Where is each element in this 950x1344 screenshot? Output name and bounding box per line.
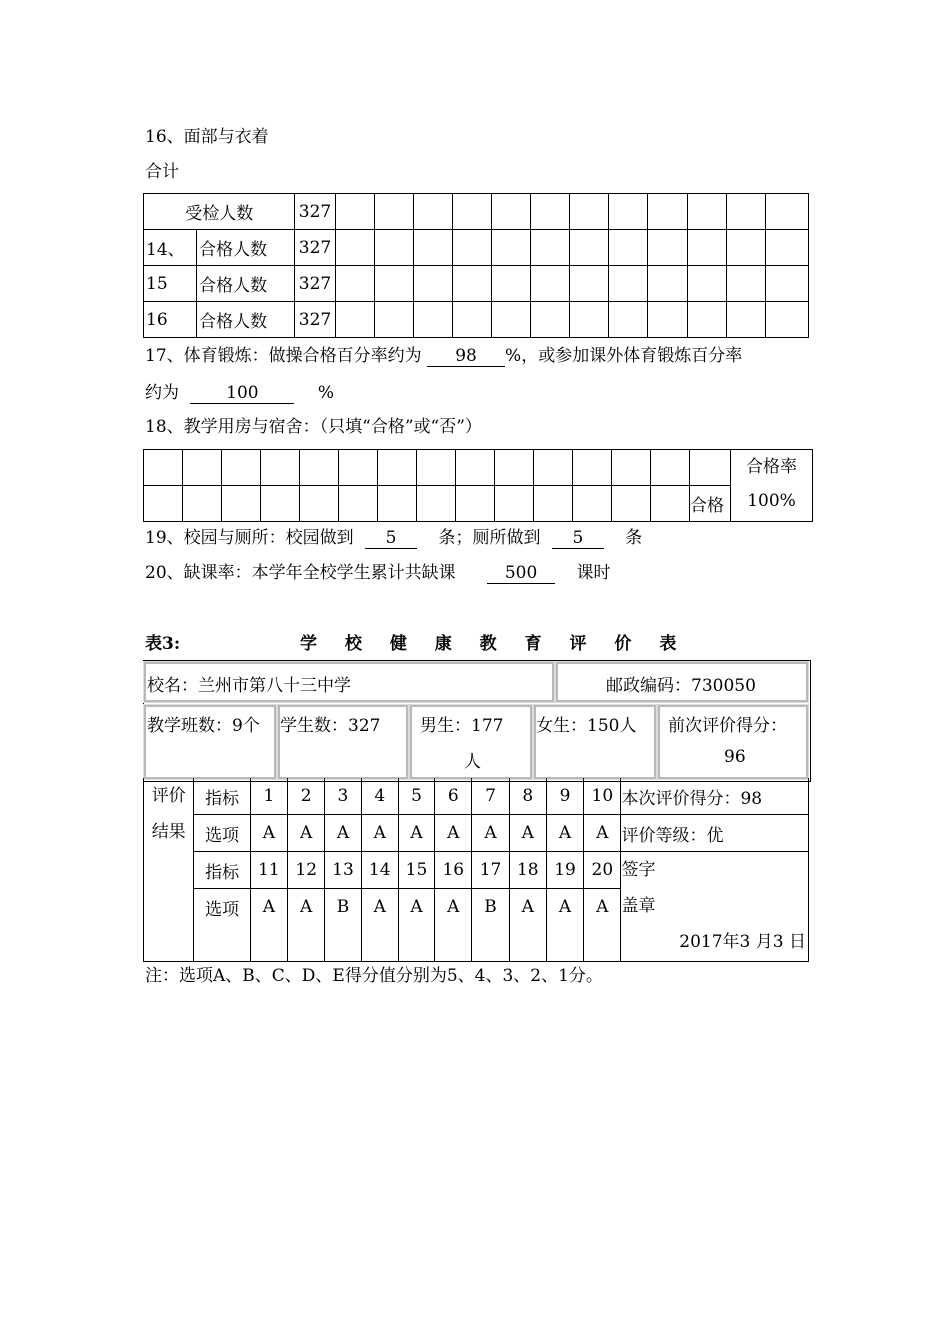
seal-label: 盖章 <box>621 896 656 916</box>
school-name-cell <box>144 662 554 702</box>
sign-date: 2017年3 月3 日 <box>679 932 806 952</box>
qualified-count-value: 327 <box>295 230 335 266</box>
toilet-count-value: 5 <box>552 528 604 549</box>
section-16-heading: 16、面部与衣着 <box>145 127 269 147</box>
indicator-number: 15 <box>398 852 434 889</box>
girls-count: 女生：150人 <box>536 716 637 736</box>
table-row <box>144 815 809 852</box>
indicator-number: 18 <box>509 852 546 889</box>
option-value: A <box>584 889 621 926</box>
line-19-campus: 19、校园与厕所：校园做到 5 条；厕所做到 5 条 <box>145 528 643 548</box>
evaluation-result-table <box>143 778 809 962</box>
indicator-number: 12 <box>288 852 325 889</box>
indicator-number: 16 <box>435 852 472 889</box>
indicator-number: 20 <box>584 852 621 889</box>
option-value: A <box>472 815 509 852</box>
evaluation-grade: 评价等级：优 <box>621 815 809 852</box>
indicator-number: 19 <box>546 852 583 889</box>
option-value: A <box>325 815 361 852</box>
row-number: 15 <box>144 266 197 302</box>
option-value: A <box>361 889 398 926</box>
indicator-label: 指标 <box>194 852 250 889</box>
prev-score-value: 96 <box>724 747 746 767</box>
indicator-number: 4 <box>361 778 398 815</box>
option-value: A <box>288 889 325 926</box>
row-number: 16 <box>144 302 197 338</box>
option-value: A <box>546 815 583 852</box>
indicator-number: 5 <box>398 778 434 815</box>
line-18-rooms: 18、教学用房与宿舍：（只填“合格”或“否”） <box>145 417 482 437</box>
indicator-number: 1 <box>250 778 287 815</box>
prev-score-label: 前次评价得分： <box>668 716 787 736</box>
qualified-count-label: 合格人数 <box>197 230 295 266</box>
class-count: 教学班数：9个 <box>147 716 260 736</box>
table-3-title: 学 校 健 康 教 育 评 价 表 <box>300 634 677 654</box>
option-value: B <box>472 889 509 926</box>
table-row <box>144 852 809 889</box>
option-label: 选项 <box>194 815 250 852</box>
indicator-number: 11 <box>250 852 287 889</box>
indicator-number: 8 <box>509 778 546 815</box>
option-value: A <box>361 815 398 852</box>
total-label: 合计 <box>145 162 179 182</box>
table-row <box>144 266 809 302</box>
pass-label: 合格 <box>690 486 731 522</box>
line-17-exercise: 17、体育锻炼：做操合格百分率约为 98 %，或参加课外体育锻炼百分率 <box>145 346 743 366</box>
signature-cell <box>621 852 809 962</box>
sign-label: 签字 <box>621 860 656 880</box>
table-row <box>144 778 809 815</box>
rooms-table <box>143 449 813 522</box>
school-name: 校名：兰州市第八十三中学 <box>147 676 351 696</box>
indicator-number: 3 <box>325 778 361 815</box>
table-row <box>144 486 813 522</box>
extracurricular-rate-value: 100 <box>190 383 294 404</box>
indicator-number: 17 <box>472 852 509 889</box>
indicator-number: 10 <box>584 778 621 815</box>
absence-hours-value: 500 <box>487 563 555 584</box>
qualified-count-label: 合格人数 <box>197 266 295 302</box>
table-row <box>144 194 809 230</box>
examined-count-label: 受检人数 <box>144 194 295 230</box>
exercise-rate-value: 98 <box>427 346 505 367</box>
indicator-number: 14 <box>361 852 398 889</box>
pass-rate-cell <box>731 450 813 522</box>
option-value: A <box>546 889 583 926</box>
table-3-title-row <box>145 629 677 654</box>
indicator-label: 指标 <box>194 778 250 815</box>
current-score: 本次评价得分：98 <box>621 778 809 815</box>
student-count: 学生数：327 <box>280 716 381 736</box>
option-value: A <box>250 815 287 852</box>
option-label: 选项 <box>194 889 250 926</box>
eval-result-label: 评价 结果 <box>144 778 194 962</box>
option-value: A <box>435 815 472 852</box>
qualified-count-label: 合格人数 <box>197 302 295 338</box>
qualified-count-value: 327 <box>295 302 335 338</box>
option-value: A <box>288 815 325 852</box>
indicator-number: 6 <box>435 778 472 815</box>
option-value: A <box>435 889 472 926</box>
examined-count-value: 327 <box>295 194 335 230</box>
qualified-count-value: 327 <box>295 266 335 302</box>
option-value: A <box>398 889 434 926</box>
students-cell <box>278 705 408 779</box>
table-3-label: 表3: <box>145 634 181 654</box>
option-value: A <box>509 889 546 926</box>
boys-count: 男生：177 <box>420 716 504 736</box>
indicator-number: 7 <box>472 778 509 815</box>
option-value: A <box>398 815 434 852</box>
campus-count-value: 5 <box>365 528 417 549</box>
inspection-table <box>143 193 809 338</box>
indicator-number: 13 <box>325 852 361 889</box>
option-value: A <box>509 815 546 852</box>
boys-unit: 人 <box>464 752 481 772</box>
girls-cell <box>534 705 656 779</box>
option-value: A <box>584 815 621 852</box>
scoring-note: 注：选项A、B、C、D、E得分值分别为5、4、3、2、1分。 <box>145 966 603 986</box>
option-value: B <box>325 889 361 926</box>
postcode-cell <box>556 662 808 702</box>
evaluation-header <box>143 660 811 782</box>
table-row <box>144 302 809 338</box>
line-20-absence: 20、缺课率：本学年全校学生累计共缺课 500 课时 <box>145 563 611 583</box>
indicator-number: 9 <box>546 778 583 815</box>
table-row <box>144 450 813 486</box>
indicator-number: 2 <box>288 778 325 815</box>
prev-score-cell <box>658 705 808 779</box>
option-value: A <box>250 889 287 926</box>
line-17-extracurricular: 约为 100 % <box>145 383 334 403</box>
pass-rate-label: 合格率 <box>746 457 797 477</box>
boys-cell <box>410 705 532 779</box>
classes-cell <box>144 705 276 779</box>
pass-rate-value: 100% <box>747 491 796 511</box>
row-number: 14、 <box>144 230 197 266</box>
postcode: 邮政编码：730050 <box>606 676 756 696</box>
table-row <box>144 230 809 266</box>
